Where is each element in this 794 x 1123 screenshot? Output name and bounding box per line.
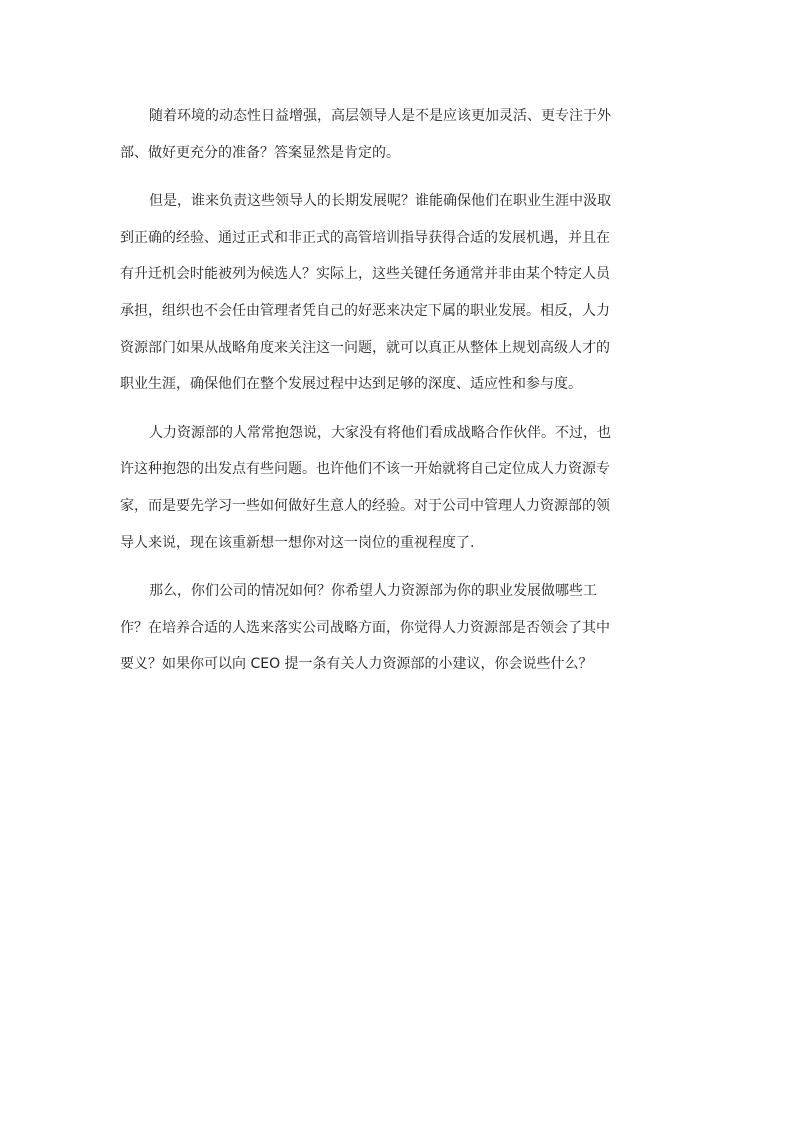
paragraph-1 [120,98,682,171]
text-line: 要义？如果你可以向 CEO 提一条有关人力资源部的小建议，你会说些什么？ [120,656,593,673]
text-line: 随着环境的动态性日益增强，高层领导人是不是应该更加灵活、更专注于外 [149,108,611,124]
text-line: 有升迁机会时能被列为候选人？实际上，这些关键任务通常并非由某个特定人员 [120,266,610,283]
paragraph-spacer [120,561,682,573]
text-line: 作？在培养合适的人选来落实公司战略方面，你觉得人力资源部是否领会了其中 [120,619,610,636]
paragraph-spacer [120,171,682,183]
text-line: 许这种抱怨的出发点有些问题。也许他们不该一开始就将自己定位成人力资源专 [120,461,610,478]
text-line: 导人来说，现在该重新想一想你对这一岗位的重视程度了. [120,534,475,551]
text-line: 那么，你们公司的情况如何？你希望人力资源部为你的职业发展做哪些工 [149,583,597,600]
text-line: 承担，组织也不会任由管理者凭自己的好恶来决定下属的职业发展。相反，人力 [120,302,610,319]
text-line: 资源部门如果从战略角度来关注这一问题，就可以真正从整体上规划高级人才的 [120,339,610,356]
text-line: 部、做好更充分的准备？答案显然是肯定的。 [120,144,400,161]
text-line: 人力资源部的人常常抱怨说，大家没有将他们看成战略合作伙伴。不过，也 [149,424,611,441]
text-line: 职业生涯，确保他们在整个发展过程中达到足够的深度、适应性和参与度。 [120,376,582,393]
paragraph-spacer [120,403,682,415]
text-line: 家，而是要先学习一些如何做好生意人的经验。对于公司中管理人力资源部的领 [120,497,610,514]
paragraph-2 [120,183,682,403]
document-body [120,98,682,683]
text-line: 到正确的经验、通过正式和非正式的高管培训指导获得合适的发展机遇，并且在 [120,229,610,246]
text-line: 但是，谁来负责这些领导人的长期发展呢？谁能确保他们在职业生涯中汲取 [149,193,611,210]
paragraph-4 [120,573,682,683]
paragraph-3 [120,415,682,561]
